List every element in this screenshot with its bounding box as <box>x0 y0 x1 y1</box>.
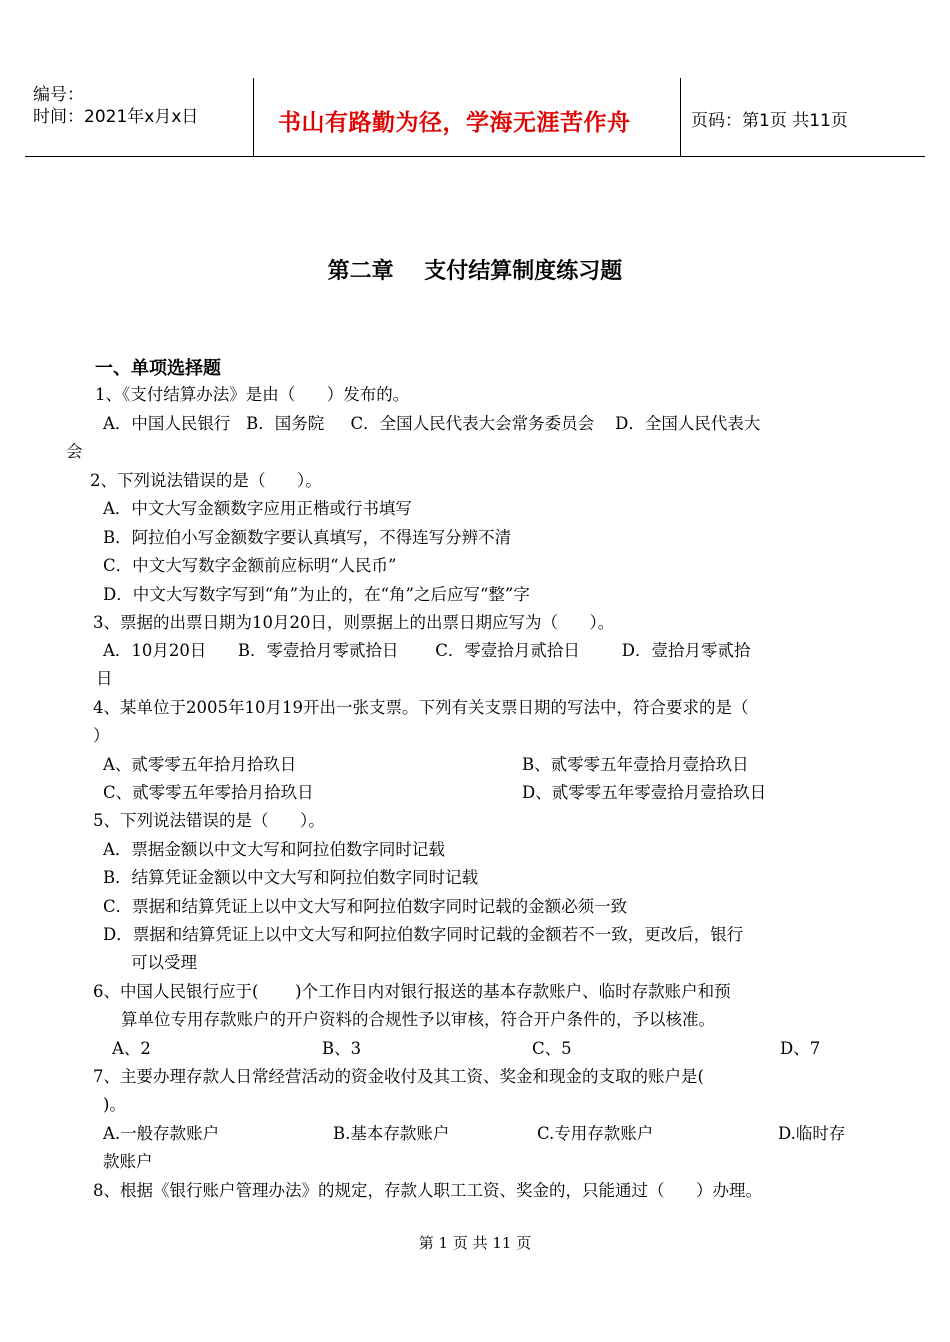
question-5-option-d: D．票据和结算凭证上以中文大写和阿拉伯数字同时记载的金额若不一致，更改后，银行 <box>103 925 744 944</box>
question-1-stem: 1、《支付结算办法》是由（ ）发布的。 <box>95 385 410 404</box>
question-7-option-c: C.专用存款账户 <box>537 1124 654 1143</box>
question-6-option-b: B、3 <box>322 1039 362 1058</box>
page-info: 页码：第1页 共11页 <box>691 111 848 131</box>
section-heading: 一、单项选择题 <box>95 358 221 379</box>
question-5-option-c: C．票据和结算凭证上以中文大写和阿拉伯数字同时记载的金额必须一致 <box>103 897 628 916</box>
question-6-option-d: D、7 <box>780 1039 821 1058</box>
question-4-stem: 4、某单位于2005年10月19开出一张支票。下列有关支票日期的写法中，符合要求的是（ <box>93 698 749 717</box>
header-motto-cell <box>254 78 681 156</box>
question-4-option-b: B、贰零零五年壹拾月壹拾玖日 <box>522 755 749 774</box>
question-3-options-cont: 日 <box>96 669 113 688</box>
question-4-stem-cont: ） <box>93 726 110 745</box>
question-7-option-a: A.一般存款账户 <box>103 1124 220 1143</box>
question-6-option-c: C、5 <box>532 1039 572 1058</box>
number-label: 编号： <box>33 85 84 105</box>
question-4-option-a: A、贰零零五年拾月拾玖日 <box>103 755 297 774</box>
question-5-stem: 5、下列说法错误的是（ ）。 <box>93 811 325 830</box>
question-1-options-cont: 会 <box>66 442 83 461</box>
question-4-option-c: C、贰零零五年零拾月拾玖日 <box>103 783 314 802</box>
question-8-stem: 8、根据《银行账户管理办法》的规定，存款人职工工资、奖金的，只能通过（ ）办理。 <box>93 1181 762 1200</box>
question-2-option-a: A．中文大写金额数字应用正楷或行书填写 <box>103 499 412 518</box>
question-2-option-c: C．中文大写数字金额前应标明“人民币” <box>103 556 397 575</box>
question-3-stem: 3、票据的出票日期为10月20日，则票据上的出票日期应写为（ ）。 <box>93 613 615 632</box>
question-6-option-a: A、2 <box>112 1039 151 1058</box>
question-2-option-d: D．中文大写数字写到“角”为止的，在“角”之后应写“整”字 <box>103 585 530 604</box>
question-7-option-d-cont: 款账户 <box>103 1152 153 1171</box>
document-header <box>25 78 925 157</box>
question-4-option-d: D、贰零零五年零壹拾月壹拾玖日 <box>522 783 767 802</box>
question-5-option-b: B．结算凭证金额以中文大写和阿拉伯数字同时记载 <box>103 868 479 887</box>
question-2-option-b: B．阿拉伯小写金额数字要认真填写，不得连写分辨不清 <box>103 528 512 547</box>
question-7-stem-cont: )。 <box>103 1095 126 1114</box>
header-meta-cell <box>25 78 254 156</box>
question-7-stem: 7、主要办理存款人日常经营活动的资金收付及其工资、奖金和现金的支取的账户是( <box>93 1067 704 1086</box>
motto: 书山有路勤为径，学海无涯苦作舟 <box>278 110 631 136</box>
question-6-stem-cont: 算单位专用存款账户的开户资料的合规性予以审核，符合开户条件的，予以核准。 <box>121 1010 715 1029</box>
page-title: 第二章 支付结算制度练习题 <box>327 259 623 284</box>
question-7-option-b: B.基本存款账户 <box>333 1124 450 1143</box>
page-footer: 第 1 页 共 11 页 <box>418 1234 532 1252</box>
question-5-option-d-cont: 可以受理 <box>131 953 197 972</box>
question-5-option-a: A．票据金额以中文大写和阿拉伯数字同时记载 <box>103 840 445 859</box>
question-6-stem: 6、中国人民银行应于( )个工作日内对银行报送的基本存款账户、临时存款账户和预 <box>93 982 731 1001</box>
time-label: 时间：2021年x月x日 <box>33 107 199 127</box>
question-7-option-d: D.临时存 <box>778 1124 846 1143</box>
question-1-options: A．中国人民银行 B．国务院 C．全国人民代表大会常务委员会 D．全国人民代表大 <box>103 414 761 433</box>
question-2-stem: 2、下列说法错误的是（ ）。 <box>90 471 322 490</box>
question-3-options: A．10月20日 B．零壹拾月零贰拾日 C．零壹拾月贰拾日 D．壹拾月零贰拾 <box>103 641 751 660</box>
